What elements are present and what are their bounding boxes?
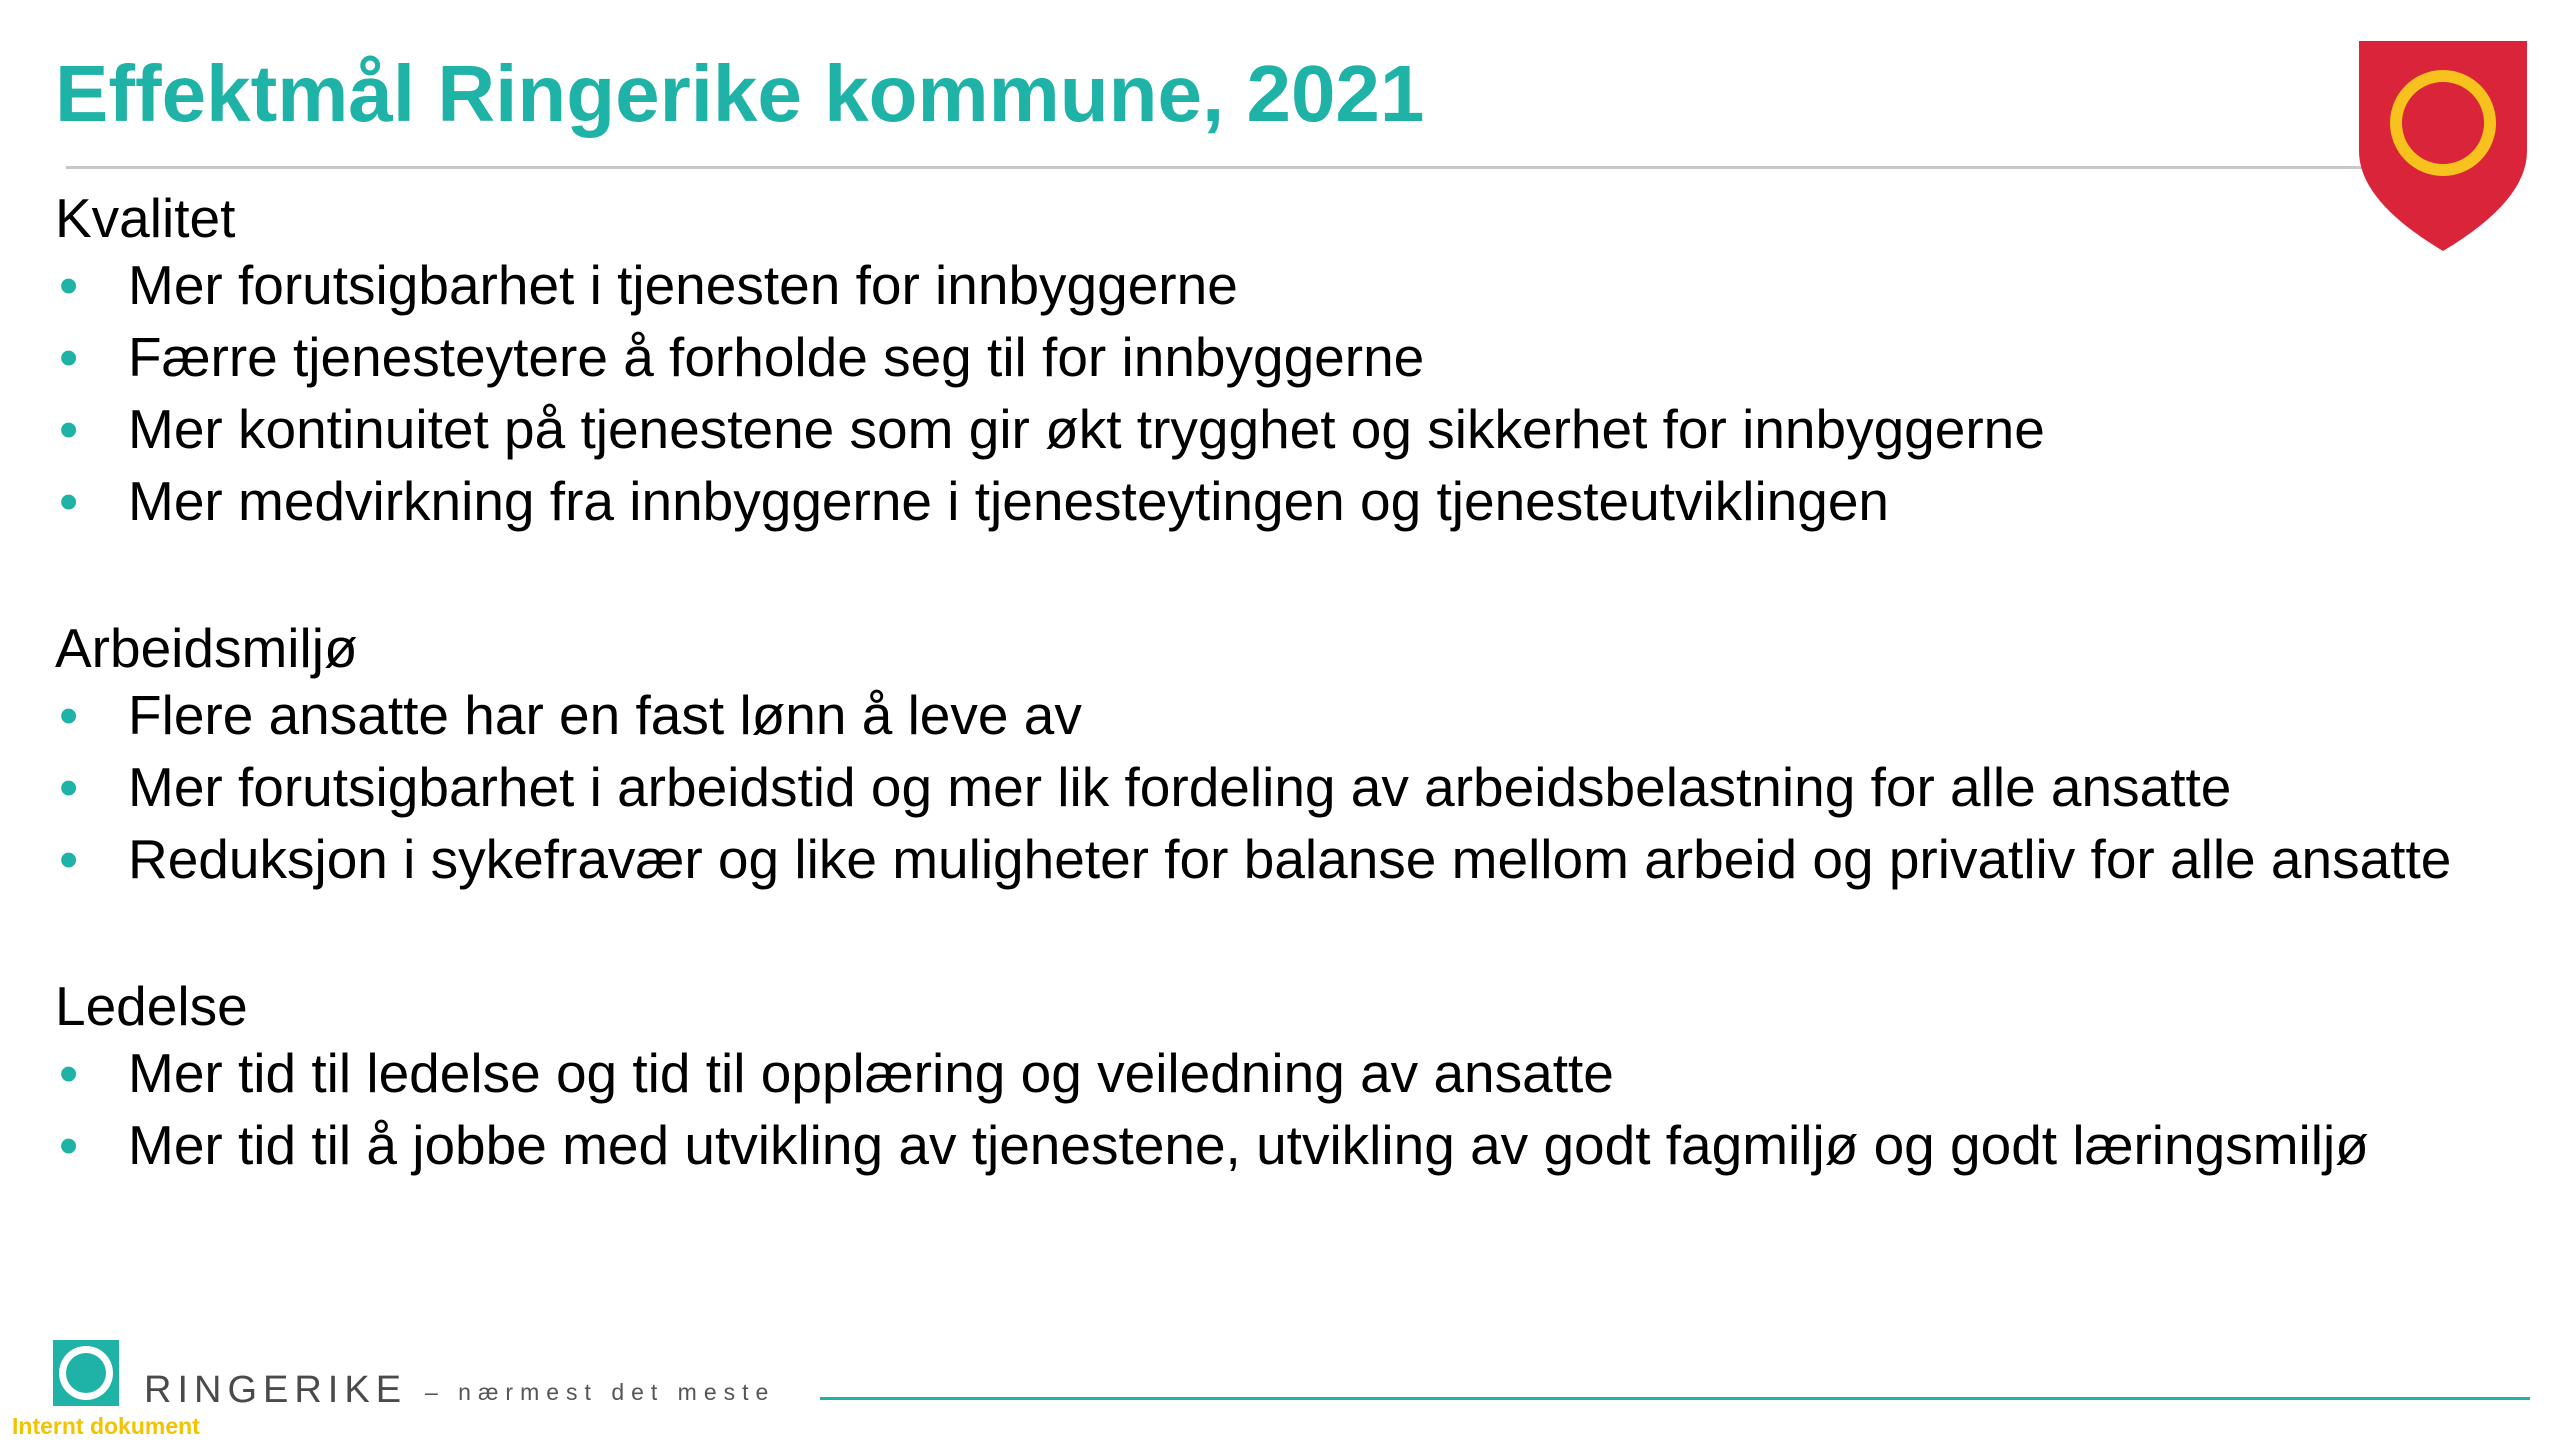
section-heading: Kvalitet xyxy=(55,187,236,249)
brand-tagline: – nærmest det meste xyxy=(425,1379,776,1405)
bullet-item xyxy=(55,758,2455,816)
bullet-icon: • xyxy=(59,1042,79,1104)
bullet-icon: • xyxy=(59,326,79,388)
brand-wordmark: RINGERIKE xyxy=(144,1369,408,1411)
bullet-text: Reduksjon i sykefravær og like muligheter for balanse mellom arbeid og privatliv for alle ansatte xyxy=(128,828,2452,890)
bullet-list xyxy=(55,256,2455,530)
bullet-text: Mer kontinuitet på tjenestene som gir økt trygghet og sikkerhet for innbyggerne xyxy=(128,398,2045,460)
bullet-icon: • xyxy=(59,398,79,460)
bullet-item xyxy=(55,1116,2455,1174)
bullet-text: Flere ansatte har en fast lønn å leve av xyxy=(128,684,1082,746)
bullet-text: Mer forutsigbarhet i tjenesten for innbyggerne xyxy=(128,254,1238,316)
bullet-icon: • xyxy=(59,684,79,746)
bullet-item xyxy=(55,328,2455,386)
bullet-item xyxy=(55,830,2455,888)
footer-divider xyxy=(820,1397,2530,1400)
bullet-item xyxy=(55,472,2455,530)
slide-title: Effektmål Ringerike kommune, 2021 xyxy=(55,49,1425,138)
bullet-list xyxy=(55,1044,2455,1174)
bullet-icon: • xyxy=(59,254,79,316)
bullet-icon: • xyxy=(59,1114,79,1176)
title-divider xyxy=(66,166,2364,169)
section-ledelse xyxy=(55,972,2455,1174)
section-arbeidsmiljo xyxy=(55,614,2455,888)
bullet-text: Mer medvirkning fra innbyggerne i tjenesteytingen og tjenesteutviklingen xyxy=(128,470,1890,532)
section-kvalitet xyxy=(55,184,2455,530)
bullet-item xyxy=(55,400,2455,458)
bullet-icon: • xyxy=(59,828,79,890)
bullet-icon: • xyxy=(59,470,79,532)
bullet-list xyxy=(55,686,2455,888)
bullet-icon: • xyxy=(59,756,79,818)
internal-document-label: Internt dokument xyxy=(12,1413,200,1439)
bullet-text: Mer tid til ledelse og tid til opplæring og veiledning av ansatte xyxy=(128,1042,1614,1104)
section-heading: Ledelse xyxy=(55,975,248,1037)
slide-content xyxy=(55,184,2455,1188)
bullet-item xyxy=(55,686,2455,744)
bullet-text: Færre tjenesteytere å forholde seg til for innbyggerne xyxy=(128,326,1425,388)
section-heading: Arbeidsmiljø xyxy=(55,617,358,679)
bullet-item xyxy=(55,1044,2455,1102)
bullet-text: Mer forutsigbarhet i arbeidstid og mer lik fordeling av arbeidsbelastning for alle ansatte xyxy=(128,756,2232,818)
bullet-text: Mer tid til å jobbe med utvikling av tjenestene, utvikling av godt fagmiljø og godt læringsmiljø xyxy=(128,1114,2369,1176)
ringerike-logo-icon xyxy=(53,1340,119,1406)
bullet-item xyxy=(55,256,2455,314)
